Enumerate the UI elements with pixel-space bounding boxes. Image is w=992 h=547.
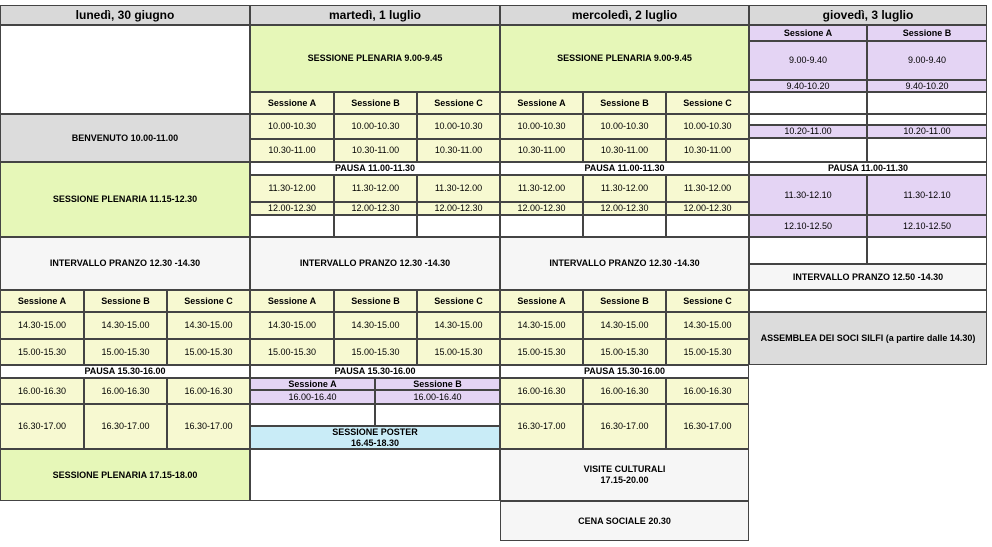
thu-a-940: 9.40-10.20 <box>749 80 867 92</box>
thu-session-b-header: Sessione B <box>867 25 987 41</box>
thu-b-940: 9.40-10.20 <box>867 80 987 92</box>
mon-b-1430: 14.30-15.00 <box>84 312 167 339</box>
wed-b-1600: 16.00-16.30 <box>583 378 666 404</box>
wed-c-1030: 10.30-11.00 <box>666 139 749 162</box>
thu-a-900: 9.00-9.40 <box>749 41 867 80</box>
wed-visite-culturali <box>500 449 749 501</box>
tue-b-1200: 12.00-12.30 <box>334 202 417 215</box>
mon-plenaria: SESSIONE PLENARIA 11.15-12.30 <box>0 162 250 237</box>
wed-a-1600: 16.00-16.30 <box>500 378 583 404</box>
thu-b-empty-4 <box>867 237 987 264</box>
tue-session-a-header: Sessione A <box>250 92 334 114</box>
wed-a-1000: 10.00-10.30 <box>500 114 583 139</box>
mon-empty-morning <box>0 25 250 114</box>
wed-c-1200: 12.00-12.30 <box>666 202 749 215</box>
thu-empty-5 <box>749 290 987 312</box>
visite-time: 17.15-20.00 <box>600 475 649 485</box>
tue-b-empty <box>334 215 417 237</box>
wed-c-1500: 15.00-15.30 <box>666 339 749 365</box>
thu-b-empty-1 <box>867 92 987 114</box>
mon-a-1500: 15.00-15.30 <box>0 339 84 365</box>
wed-c-1630: 16.30-17.00 <box>666 404 749 449</box>
tue-c-1500: 15.00-15.30 <box>417 339 500 365</box>
wed-b-1630: 16.30-17.00 <box>583 404 666 449</box>
mon-session-c-header: Sessione C <box>167 290 250 312</box>
tue-session-c-header: Sessione C <box>417 92 500 114</box>
wed-a-1030: 10.30-11.00 <box>500 139 583 162</box>
tue-pausa-afternoon: PAUSA 15.30-16.00 <box>250 365 500 378</box>
wed-pranzo: INTERVALLO PRANZO 12.30 -14.30 <box>500 237 749 290</box>
tue-session-a-header-late: Sessione A <box>250 378 375 390</box>
mon-c-1500: 15.00-15.30 <box>167 339 250 365</box>
wed-b-1130: 11.30-12.00 <box>583 175 666 202</box>
mon-pranzo: INTERVALLO PRANZO 12.30 -14.30 <box>0 237 250 290</box>
thu-session-a-header: Sessione A <box>749 25 867 41</box>
tue-a-1030: 10.30-11.00 <box>250 139 334 162</box>
thu-b-900: 9.00-9.40 <box>867 41 987 80</box>
wed-pausa-afternoon: PAUSA 15.30-16.00 <box>500 365 749 378</box>
wed-a-1630: 16.30-17.00 <box>500 404 583 449</box>
thu-b-1210: 12.10-12.50 <box>867 215 987 237</box>
wed-session-a-header-pm: Sessione A <box>500 290 583 312</box>
wed-session-a-header: Sessione A <box>500 92 583 114</box>
poster-title: SESSIONE POSTER <box>332 426 418 437</box>
tue-session-b-header: Sessione B <box>334 92 417 114</box>
thu-a-1210: 12.10-12.50 <box>749 215 867 237</box>
mon-b-1500: 15.00-15.30 <box>84 339 167 365</box>
mon-b-1600: 16.00-16.30 <box>84 378 167 404</box>
wed-pausa-morning: PAUSA 11.00-11.30 <box>500 162 749 175</box>
mon-c-1430: 14.30-15.00 <box>167 312 250 339</box>
thu-b-empty-3 <box>867 138 987 162</box>
tue-a-1430: 14.30-15.00 <box>250 312 334 339</box>
thu-a-1020: 10.20-11.00 <box>749 125 867 138</box>
wed-b-1200: 12.00-12.30 <box>583 202 666 215</box>
tue-a-1600-1640: 16.00-16.40 <box>250 390 375 404</box>
mon-plenaria-evening: SESSIONE PLENARIA 17.15-18.00 <box>0 449 250 501</box>
thu-pausa-morning: PAUSA 11.00-11.30 <box>749 162 987 175</box>
tue-a-1130: 11.30-12.00 <box>250 175 334 202</box>
thu-a-1130: 11.30-12.10 <box>749 175 867 215</box>
wed-plenaria: SESSIONE PLENARIA 9.00-9.45 <box>500 25 749 92</box>
day-header-wednesday: mercoledì, 2 luglio <box>500 5 749 25</box>
tue-pranzo: INTERVALLO PRANZO 12.30 -14.30 <box>250 237 500 290</box>
thu-b-empty-2 <box>867 114 987 125</box>
tue-b-1000: 10.00-10.30 <box>334 114 417 139</box>
mon-b-1630: 16.30-17.00 <box>84 404 167 449</box>
wed-cena-sociale: CENA SOCIALE 20.30 <box>500 501 749 541</box>
thu-assemblea: ASSEMBLEA DEI SOCI SILFI (a partire dalle 14.30) <box>749 312 987 365</box>
tue-a-empty-late <box>250 404 375 426</box>
tue-a-1500: 15.00-15.30 <box>250 339 334 365</box>
thu-pranzo: INTERVALLO PRANZO 12.50 -14.30 <box>749 264 987 290</box>
tue-sessione-poster <box>250 426 500 449</box>
mon-c-1630: 16.30-17.00 <box>167 404 250 449</box>
thu-a-empty-2 <box>749 114 867 125</box>
tue-c-empty <box>417 215 500 237</box>
tue-session-a-header-pm: Sessione A <box>250 290 334 312</box>
tue-pausa-morning: PAUSA 11.00-11.30 <box>250 162 500 175</box>
wed-b-1030: 10.30-11.00 <box>583 139 666 162</box>
tue-b-1130: 11.30-12.00 <box>334 175 417 202</box>
wed-a-1130: 11.30-12.00 <box>500 175 583 202</box>
thu-b-1130: 11.30-12.10 <box>867 175 987 215</box>
tue-session-c-header-pm: Sessione C <box>417 290 500 312</box>
tue-a-empty <box>250 215 334 237</box>
tue-c-1130: 11.30-12.00 <box>417 175 500 202</box>
mon-session-a-header: Sessione A <box>0 290 84 312</box>
tue-session-b-header-pm: Sessione B <box>334 290 417 312</box>
tue-b-1430: 14.30-15.00 <box>334 312 417 339</box>
day-header-tuesday: martedì, 1 luglio <box>250 5 500 25</box>
wed-session-b-header: Sessione B <box>583 92 666 114</box>
tue-empty-evening <box>250 449 500 501</box>
tue-b-1500: 15.00-15.30 <box>334 339 417 365</box>
wed-session-c-header-pm: Sessione C <box>666 290 749 312</box>
tue-a-1000: 10.00-10.30 <box>250 114 334 139</box>
wed-c-1430: 14.30-15.00 <box>666 312 749 339</box>
tue-c-1000: 10.00-10.30 <box>417 114 500 139</box>
mon-a-1430: 14.30-15.00 <box>0 312 84 339</box>
day-header-monday: lunedì, 30 giugno <box>0 5 250 25</box>
wed-a-1430: 14.30-15.00 <box>500 312 583 339</box>
mon-a-1600: 16.00-16.30 <box>0 378 84 404</box>
mon-a-1630: 16.30-17.00 <box>0 404 84 449</box>
mon-session-b-header: Sessione B <box>84 290 167 312</box>
thu-a-empty-4 <box>749 237 867 264</box>
wed-a-1500: 15.00-15.30 <box>500 339 583 365</box>
wed-a-empty <box>500 215 583 237</box>
tue-plenaria: SESSIONE PLENARIA 9.00-9.45 <box>250 25 500 92</box>
tue-b-1600-1640: 16.00-16.40 <box>375 390 500 404</box>
tue-a-1200: 12.00-12.30 <box>250 202 334 215</box>
tue-b-empty-late <box>375 404 500 426</box>
thu-a-empty-3 <box>749 138 867 162</box>
tue-c-1200: 12.00-12.30 <box>417 202 500 215</box>
mon-c-1600: 16.00-16.30 <box>167 378 250 404</box>
wed-b-1000: 10.00-10.30 <box>583 114 666 139</box>
wed-b-1500: 15.00-15.30 <box>583 339 666 365</box>
wed-session-b-header-pm: Sessione B <box>583 290 666 312</box>
poster-time: 16.45-18.30 <box>350 437 400 448</box>
thu-a-empty-1 <box>749 92 867 114</box>
wed-c-1600: 16.00-16.30 <box>666 378 749 404</box>
tue-b-1030: 10.30-11.00 <box>334 139 417 162</box>
tue-c-1030: 10.30-11.00 <box>417 139 500 162</box>
visite-title: VISITE CULTURALI <box>583 464 666 474</box>
wed-c-1130: 11.30-12.00 <box>666 175 749 202</box>
wed-a-1200: 12.00-12.30 <box>500 202 583 215</box>
wed-c-empty <box>666 215 749 237</box>
tue-c-1430: 14.30-15.00 <box>417 312 500 339</box>
mon-pausa-afternoon: PAUSA 15.30-16.00 <box>0 365 250 378</box>
wed-session-c-header: Sessione C <box>666 92 749 114</box>
thu-b-1020: 10.20-11.00 <box>867 125 987 138</box>
wed-c-1000: 10.00-10.30 <box>666 114 749 139</box>
tue-session-b-header-late: Sessione B <box>375 378 500 390</box>
wed-b-1430: 14.30-15.00 <box>583 312 666 339</box>
wed-b-empty <box>583 215 666 237</box>
mon-benvenuto: BENVENUTO 10.00-11.00 <box>0 114 250 162</box>
day-header-thursday: giovedì, 3 luglio <box>749 5 987 25</box>
